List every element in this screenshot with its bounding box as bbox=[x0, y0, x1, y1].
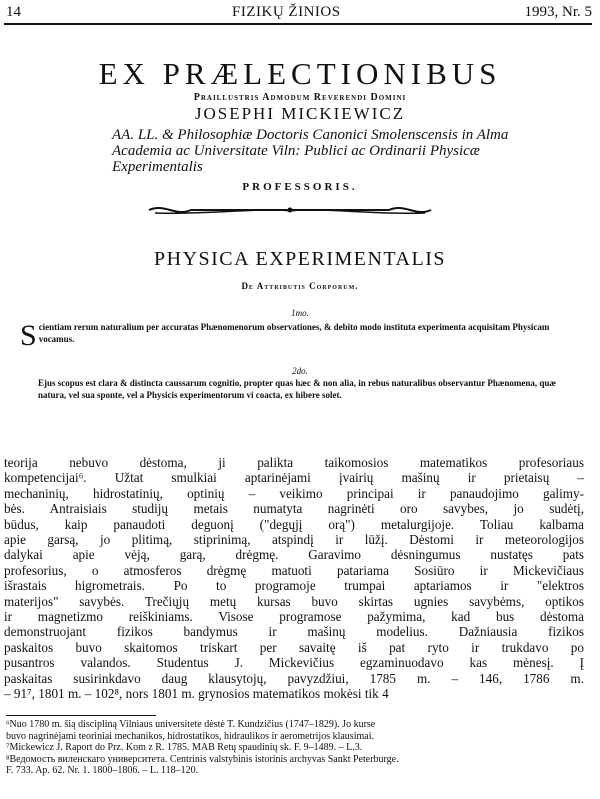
section-title: PHYSICA EXPERIMENTALIS bbox=[154, 248, 446, 270]
page-number: 14 bbox=[6, 4, 21, 20]
issue-number: 1993, Nr. 5 bbox=[524, 4, 592, 20]
body-line: kompetencijai⁶. Užtat smulkiai aptarinėjami įvairių mašinų ir prietaisų – bbox=[4, 470, 584, 486]
body-line: paskaitas susirinkdavo daug klausytojų, pavyzdžiui, 1785 m. – 146, 1786 m. bbox=[4, 670, 584, 686]
paragraph-1-label: 1mo. bbox=[291, 308, 309, 318]
journal-title: FIZIKŲ ŽINIOS bbox=[232, 4, 341, 20]
body-line: materijos" savybės. Trečiųjų metų kursas buvo skirtas ugnies savybėms, optikos bbox=[4, 593, 584, 609]
author-name: JOSEPHI MICKIEWICZ bbox=[194, 104, 406, 123]
footnote-line: F. 733. Ap. 62. Nr. 1. 1800–1806. – L. 118–120. bbox=[6, 765, 199, 776]
body-line: demonstruojant fizikos bandymus ir mašinų modelius. Dažniausia fizikos bbox=[4, 624, 584, 640]
author-titles: AA. LL. & Philosophiæ Doctoris Canonici Smolenscensis in Alma Academia ac Universitate Viln: Publici ac Ordinarii Physicæ Experimentalis bbox=[112, 127, 509, 175]
section-subtitle: De Attributis Corporum. bbox=[241, 281, 359, 291]
ornament-divider bbox=[145, 203, 435, 217]
body-line: būdus, kaip panaudoti deguonį ("degųjį orą") metalurgijoje. Toliau kalbama bbox=[4, 516, 584, 532]
body-line: ir magnetizmo reiškiniams. Visose programose pažymima, kad bus dėstoma bbox=[4, 609, 584, 625]
footnotes bbox=[6, 719, 584, 777]
body-line: pusantros valandos. Studentus J. Mickevičius egzaminuodavo kas mėnesį. Į bbox=[4, 655, 584, 671]
footnote-line: ⁷Mickewicz J. Raport do Prz. Kom z R. 1785. MAB Retų spaudinių sk. F. 9–1489. – L.3. bbox=[6, 742, 363, 753]
footnote-line: ⁸Ведомость виленскаго университета. Centrinis valstybinis istorinis archyvas Sankt Peterburge. bbox=[6, 753, 399, 765]
latin-paragraph-1 bbox=[20, 319, 555, 352]
header-rule bbox=[4, 23, 592, 25]
footnote-line: ⁶Nuo 1780 m. šią discipliną Vilniaus universitete dėstė T. Kundzičius (1747–1829). Jo kurse bbox=[6, 719, 376, 730]
body-line: profesorius, o atmosferos drėgmę matuoti patariama Sosiūro ir Mickevičiaus bbox=[4, 562, 584, 578]
body-line: mechaninių, hidrostatinių, optinių – veikimo principai ir panaudojimo galimy- bbox=[4, 485, 584, 501]
drop-cap: S bbox=[20, 319, 37, 352]
body-line: teorija nebuvo dėstoma, ji palikta taikomosios matematikos profesoriaus bbox=[4, 455, 584, 470]
body-line: paskaitos buvo skaitomos triskart per savaitę iš pat ryto ir trukdavo po bbox=[4, 639, 584, 655]
footnote-line: buvo nagrinėjami teoriniai mechanikos, hidrostatikos, hidraulikos ir aerometrijos klausimai. bbox=[6, 730, 374, 742]
running-header bbox=[6, 4, 592, 24]
latin-paragraph-1-text: cientiam rerum naturalium per accuratas Phænomenorum observationes, & debito modo instituta experimenta acquisitam Physicam vocamus. bbox=[38, 322, 550, 344]
main-title: EX PRÆLECTIONIBUS bbox=[98, 56, 502, 91]
body-line: – 91⁷, 1801 m. – 102⁸, nors 1801 m. grynosios matematikos mokėsi tik 4 bbox=[4, 686, 389, 702]
professor-line: PROFESSORIS. bbox=[242, 181, 358, 193]
title-dedication: Praillustris Admodum Reverendi Domini bbox=[193, 92, 407, 103]
body-line: bės. Antraisiais studijų metais numatyta nagrinėti oro savybes, jo sudėtį, bbox=[4, 501, 584, 517]
body-line: dalykai apie vėją, garą, drėgmę. Garavimo dėsningumus nustatęs pats bbox=[4, 547, 584, 563]
latin-paragraph-2: Ejus scopus est clara & distincta caussarum cognitio, propter quas hæc & non alia, in rebus naturalibus observantur Phænomena, quæ natura, vel sua sponte, vel a Physicis experimentorum vi coacta, ex hibere solet. bbox=[38, 378, 556, 400]
body-line: išrastais higrometrais. Po to programoje trumpai aptariamos ir "elektros bbox=[4, 578, 584, 594]
paragraph-2-label: 2do. bbox=[292, 366, 308, 376]
body-text bbox=[4, 455, 584, 702]
footnote-rule bbox=[6, 715, 156, 716]
body-line: apie garsą, jo plitimą, stiprinimą, atspindį ir lūžį. Dėstomi ir meteorologijos bbox=[4, 532, 584, 548]
